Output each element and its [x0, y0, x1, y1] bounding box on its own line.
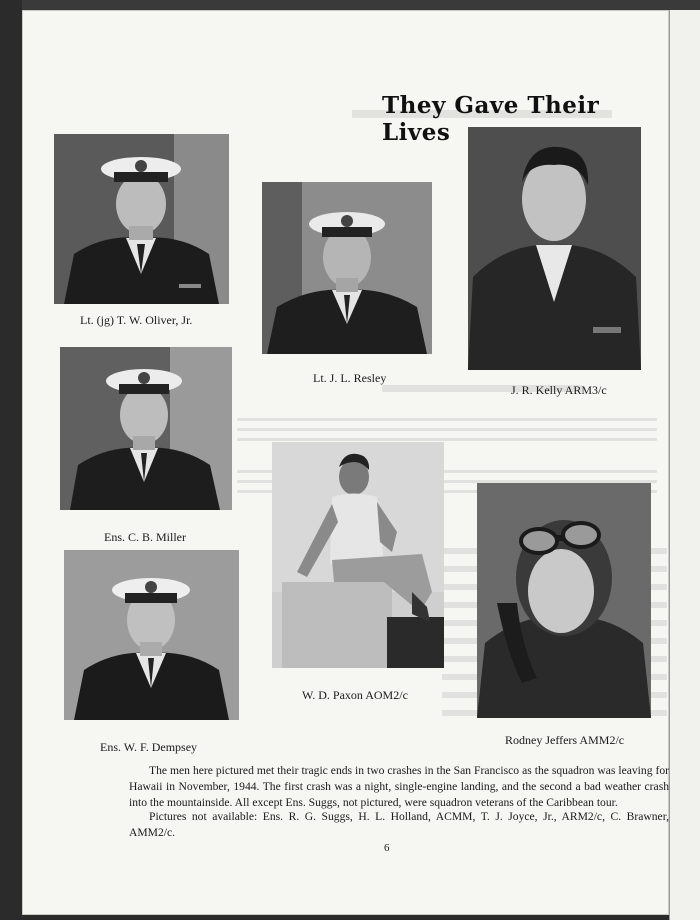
scan-top-edge [22, 0, 700, 10]
officer-portrait-icon [60, 347, 232, 510]
portrait-caption: Ens. C. B. Miller [104, 530, 187, 544]
portrait-caption: J. R. Kelly ARM3/c [511, 383, 607, 397]
portrait-caption: W. D. Paxon AOM2/c [302, 688, 408, 702]
portrait-photo [54, 134, 229, 304]
aviator-jacket-portrait-icon [468, 127, 641, 370]
yearbook-page [22, 10, 669, 915]
portrait-caption: Lt. J. L. Resley [313, 371, 387, 385]
page-title: They Gave Their Lives [382, 92, 600, 146]
portrait-photo [262, 182, 432, 354]
portrait-photo [477, 483, 651, 718]
pictures-not-available: Pictures not available: Ens. R. G. Suggs, H. L. Holland, ACMM, T. J. Joyce, Jr., ARM2/c, C. Brawner, AMM2/c. [129, 810, 669, 839]
officer-portrait-icon [64, 550, 239, 720]
portrait-caption: Lt. (jg) T. W. Oliver, Jr. [80, 313, 193, 327]
memorial-paragraph: The men here pictured met their tragic ends in two crashes in the San Francisco as the squadron was leaving for Hawaii in November, 1944. The first crash was a night, single-engine landing, and the second a bad weather crash into the mountainside. All except Ens. Suggs, not pictured, were squadron veterans of the Caribbean tour. [129, 764, 669, 809]
aviator-goggles-portrait-icon [477, 483, 651, 718]
officer-portrait-icon [262, 182, 432, 354]
portrait-photo [60, 347, 232, 510]
page-number: 6 [384, 842, 390, 854]
sailor-seated-photo-icon [272, 442, 444, 668]
portrait-photo [468, 127, 641, 370]
next-page-edge [669, 10, 700, 920]
portrait-photo [272, 442, 444, 668]
portrait-photo [64, 550, 239, 720]
officer-portrait-icon [54, 134, 229, 304]
portrait-caption: Ens. W. F. Dempsey [100, 740, 198, 754]
portrait-caption: Rodney Jeffers AMM2/c [505, 733, 625, 747]
